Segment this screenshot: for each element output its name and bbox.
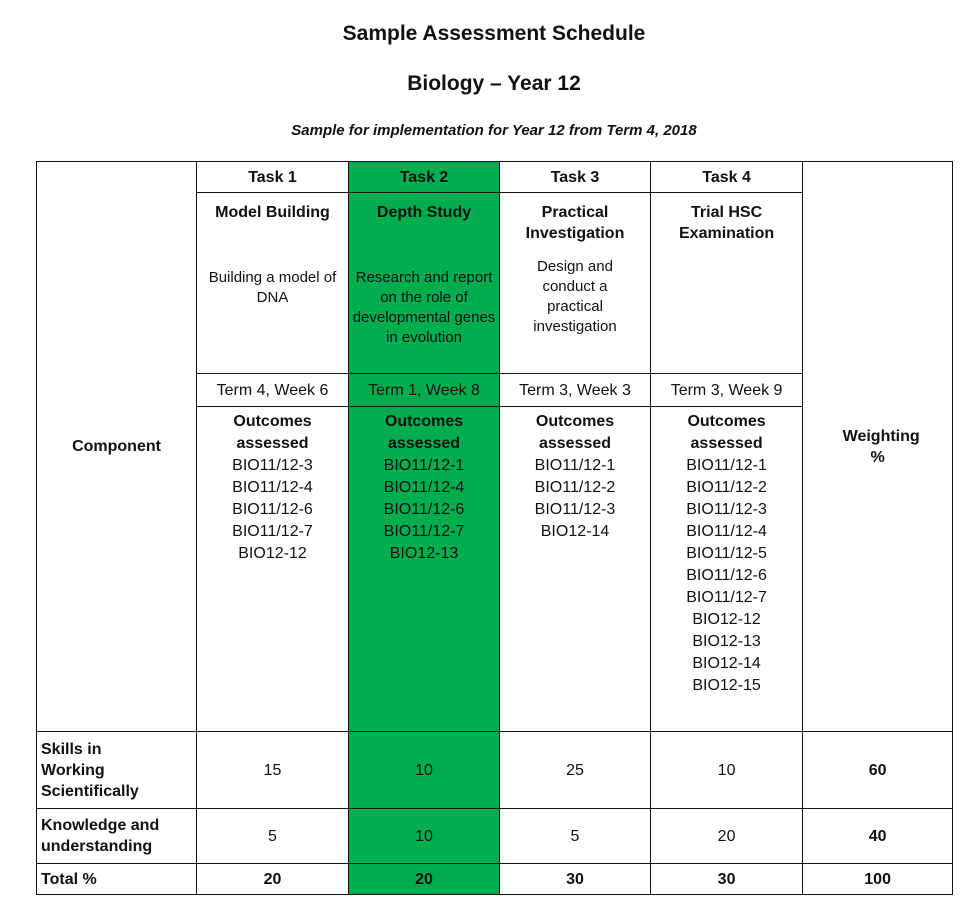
table-row <box>37 809 953 864</box>
outcome-item: BIO11/12-7 <box>232 523 313 540</box>
row-label-knowledge: Knowledge and understanding <box>37 809 197 864</box>
task-1-description: Building a model of DNA <box>208 269 337 306</box>
total-task-4: 30 <box>651 864 803 895</box>
outcome-item: BIO11/12-2 <box>686 479 767 496</box>
knowledge-task-1: 5 <box>197 809 349 864</box>
outcome-item: BIO12-12 <box>238 545 307 562</box>
total-task-1: 20 <box>197 864 349 895</box>
knowledge-task-2: 10 <box>349 809 500 864</box>
task-4-timing: Term 3, Week 9 <box>651 374 803 407</box>
knowledge-task-3: 5 <box>500 809 651 864</box>
outcome-item: BIO11/12-3 <box>232 457 313 474</box>
skills-task-2: 10 <box>349 732 500 809</box>
outcome-item: BIO11/12-3 <box>534 501 616 518</box>
outcome-item: BIO11/12-3 <box>686 501 767 518</box>
task-2-title: Depth Study <box>376 204 472 221</box>
outcome-item: BIO11/12-7 <box>383 523 465 540</box>
task-2-description: Research and report on the role of developmental genes in evolution <box>352 269 496 346</box>
weighting-header: Weighting % <box>803 162 953 732</box>
page-title: Sample Assessment Schedule <box>342 22 646 45</box>
outcome-item: BIO11/12-6 <box>383 501 465 518</box>
task-1-timing: Term 4, Week 6 <box>197 374 349 407</box>
skills-task-4: 10 <box>651 732 803 809</box>
task-3-description-cell <box>500 193 651 374</box>
outcome-item: BIO11/12-1 <box>534 457 616 474</box>
outcome-item: BIO11/12-4 <box>232 479 313 496</box>
row-label-total: Total % <box>37 864 197 895</box>
task-2-label: Task 2 <box>349 162 500 193</box>
table-row <box>37 864 953 895</box>
task-2-outcomes <box>349 407 500 732</box>
outcomes-heading: Outcomes assessed <box>233 413 312 452</box>
outcome-item: BIO12-13 <box>389 545 459 562</box>
task-3-timing: Term 3, Week 3 <box>500 374 651 407</box>
task-1-title: Model Building <box>215 204 330 221</box>
task-1-outcomes <box>197 407 349 732</box>
outcome-item: BIO12-13 <box>692 633 761 650</box>
table-row <box>37 732 953 809</box>
component-header: Component <box>37 162 197 732</box>
task-3-title: Practical Investigation <box>525 204 625 242</box>
outcome-item: BIO11/12-6 <box>232 501 313 518</box>
knowledge-weighting: 40 <box>803 809 953 864</box>
task-3-description: Design and conduct a practical investigation <box>533 258 617 335</box>
knowledge-task-4: 20 <box>651 809 803 864</box>
task-2-description-cell <box>349 193 500 374</box>
task-4-label: Task 4 <box>651 162 803 193</box>
task-3-outcomes <box>500 407 651 732</box>
outcomes-heading: Outcomes assessed <box>535 413 615 452</box>
total-weighting: 100 <box>803 864 953 895</box>
outcomes-heading: Outcomes assessed <box>384 413 464 452</box>
skills-task-3: 25 <box>500 732 651 809</box>
task-4-outcomes <box>651 407 803 732</box>
outcome-item: BIO11/12-1 <box>686 457 767 474</box>
task-2-timing: Term 1, Week 8 <box>349 374 500 407</box>
task-3-label: Task 3 <box>500 162 651 193</box>
outcome-item: BIO12-14 <box>540 523 610 540</box>
outcomes-heading: Outcomes assessed <box>687 413 766 452</box>
implementation-note: Sample for implementation for Year 12 from Term 4, 2018 <box>291 122 697 139</box>
row-label-skills: Skills in Working Scientifically <box>37 732 197 809</box>
task-1-label: Task 1 <box>197 162 349 193</box>
outcome-item: BIO11/12-1 <box>383 457 465 474</box>
total-task-3: 30 <box>500 864 651 895</box>
outcome-item: BIO11/12-2 <box>534 479 616 496</box>
outcome-item: BIO12-14 <box>692 655 761 672</box>
task-4-title: Trial HSC Examination <box>679 204 775 242</box>
skills-task-1: 15 <box>197 732 349 809</box>
outcome-item: BIO12-12 <box>692 611 761 628</box>
task-1-description-cell <box>197 193 349 374</box>
outcome-item: BIO11/12-4 <box>686 523 767 540</box>
outcome-item: BIO12-15 <box>692 677 761 694</box>
outcome-item: BIO11/12-5 <box>686 545 767 562</box>
page-subtitle: Biology – Year 12 <box>407 72 581 95</box>
total-task-2: 20 <box>349 864 500 895</box>
outcome-item: BIO11/12-4 <box>383 479 465 496</box>
assessment-schedule-table <box>36 161 953 895</box>
outcome-item: BIO11/12-7 <box>686 589 767 606</box>
outcome-item: BIO11/12-6 <box>686 567 767 584</box>
skills-weighting: 60 <box>803 732 953 809</box>
task-4-description-cell <box>651 193 803 374</box>
